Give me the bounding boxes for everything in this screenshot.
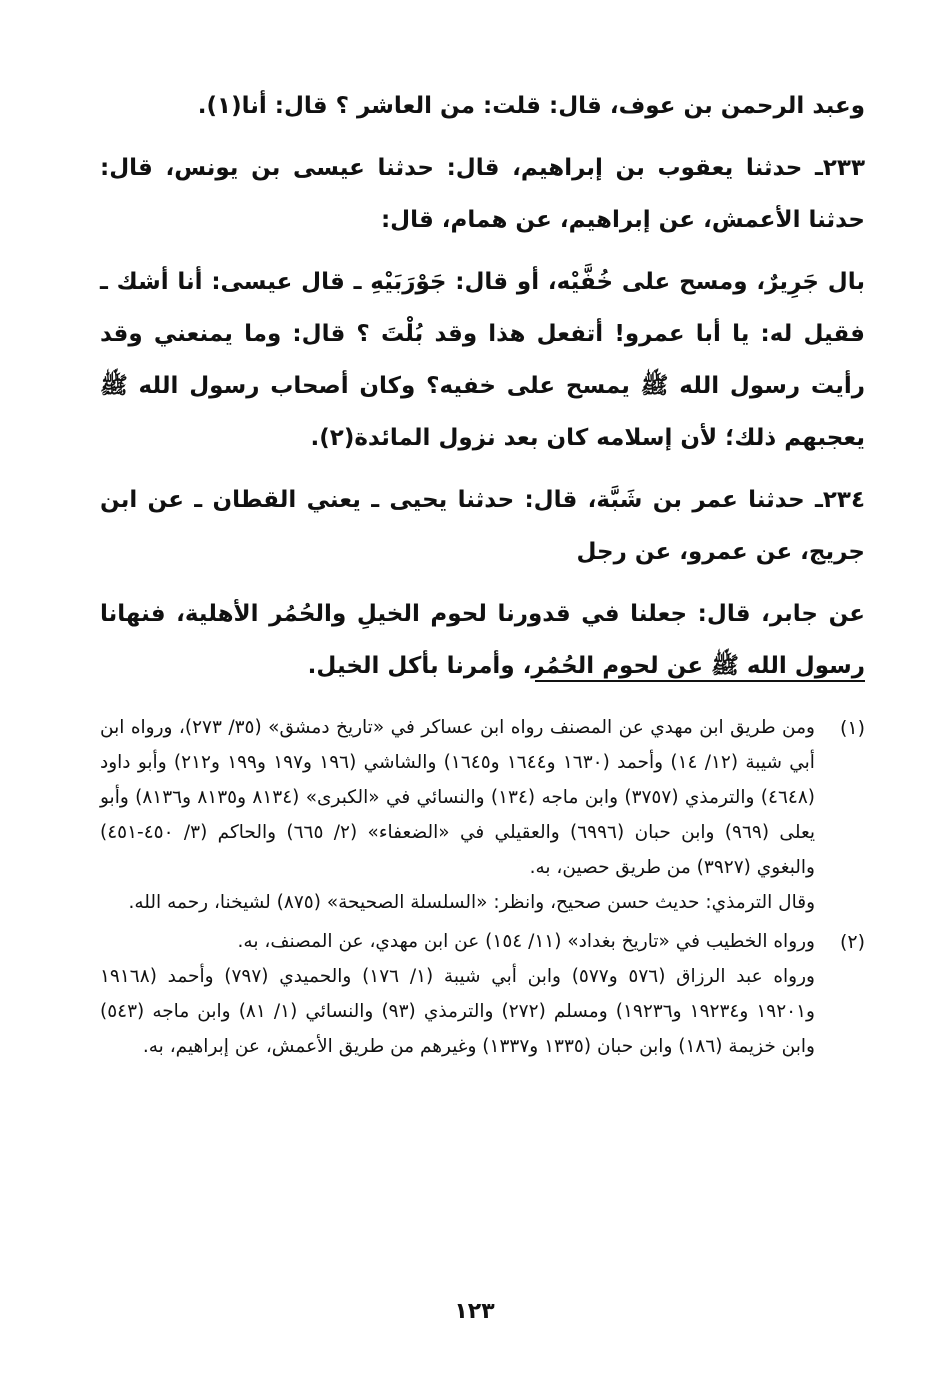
hadith-234-text: عن جابر، قال: جعلنا في قدورنا لحوم الخيلِ والحُمُر الأهلية، فنهانا رسول الله ﷺ عن لحوم الحُمُر، وأمرنا بأكل الخيل. (100, 601, 865, 679)
footnote-2 (100, 924, 865, 1064)
book-page (100, 80, 865, 1344)
footnote-number: (٢) (839, 931, 865, 953)
footnote-text: ورواه الخطيب في «تاريخ بغداد» (١١/ ١٥٤) عن ابن مهدي، عن المصنف، به. (237, 931, 815, 952)
footnote-text: وقال الترمذي: حديث حسن صحيح، وانظر: «السلسلة الصحيحة» (٨٧٥) لشيخنا، رحمه الله. (128, 892, 815, 913)
footnote-divider (535, 680, 865, 682)
footnote-number: (١) (839, 717, 865, 739)
footnotes (100, 710, 865, 1064)
hadith-233-chain: ٢٣٣ـ حدثنا يعقوب بن إبراهيم، قال: حدثنا عيسى بن يونس، قال: حدثنا الأعمش، عن إبراهيم، عن همام، قال: (100, 155, 865, 233)
footnote-text: ومن طريق ابن مهدي عن المصنف رواه ابن عساكر في «تاريخ دمشق» (٣٥/ ٢٧٣)، ورواه ابن أبي شيبة (١٢/ ١٤) وأحمد (١٦٣٠ و١٦٤٤ و١٦٤٥) والشاشي (١٩٦ و١٩٧ و١٩٩ و٢١٢) وأبو داود (٤٦٤٨) والترمذي (٣٧٥٧) وابن ماجه (١٣٤) والنسائي في «الكبرى» (٨١٣٤ و٨١٣٥ و٨١٣٦) وأبو يعلى (٩٦٩) وابن حبان (٦٩٩٦) والعقيلي في «الضعفاء» (٢/ ٦٦٥) والحاكم (٣/ ٤٥٠-٤٥١) والبغوي (٣٩٢٧) من طريق حصين، به. (100, 717, 816, 878)
hadith-234-chain: ٢٣٤ـ حدثنا عمر بن شَبَّة، قال: حدثنا يحيى ـ يعني القطان ـ عن ابن جريج، عن عمرو، عن رجل (100, 487, 865, 565)
hadith-233-text: بال جَرِيرٌ، ومسح على خُفَّيْه، أو قال: جَوْرَبَيْهِ ـ قال عيسى: أنا أشك ـ فقيل له: يا أبا عمرو! أتفعل هذا وقد بُلْتَ ؟ قال: وما يمنعني وقد رأيت رسول الله ﷺ يمسح على خفيه؟ وكان أصحاب رسول الله ﷺ يعجبهم ذلك؛ لأن إسلامه كان بعد نزول المائدة(٢). (100, 269, 865, 451)
paragraph-continuation: وعبد الرحمن بن عوف، قال: قلت: من العاشر ؟ قال: أنا(١). (197, 93, 865, 119)
footnote-text: ورواه عبد الرزاق (٥٧٦ و٥٧٧) وابن أبي شيبة (١/ ١٧٦) والحميدي (٧٩٧) وأحمد (١٩١٦٨ و١٩٢٠١ و١٩٢٣٤ و١٩٢٣٦) ومسلم (٢٧٢) والترمذي (٩٣) والنسائي (١/ ٨١) وابن ماجه (٥٤٣) وابن خزيمة (١٨٦) وابن حبان (١٣٣٥ و١٣٣٧) وغيرهم من طريق الأعمش، عن إبراهيم، به. (100, 966, 815, 1057)
footnote-1 (100, 710, 865, 920)
main-text (100, 80, 865, 692)
page-number: ١٢٣ (454, 1299, 495, 1324)
